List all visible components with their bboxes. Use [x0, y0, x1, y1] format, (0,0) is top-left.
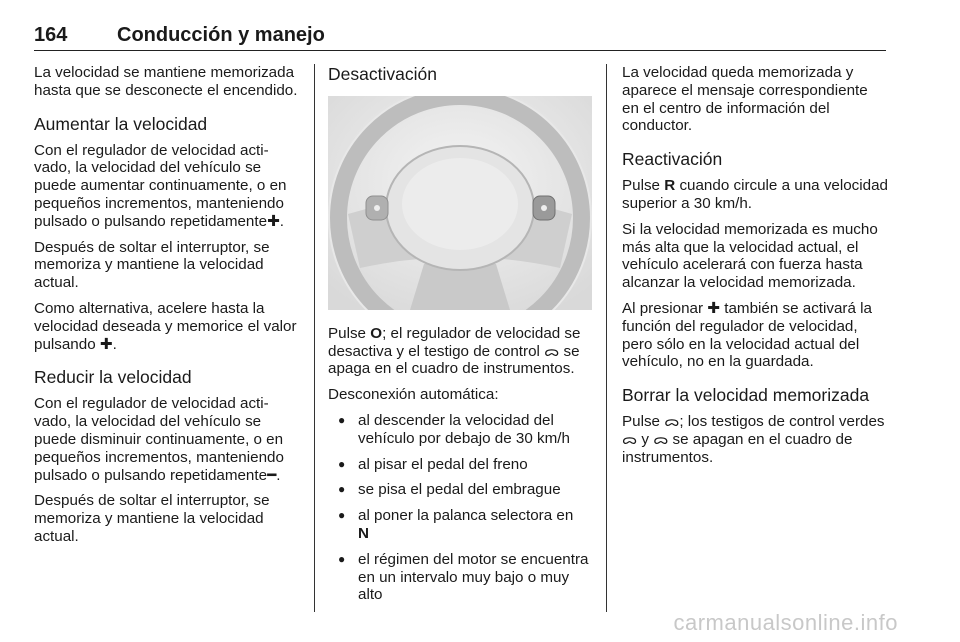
- column-divider: [606, 64, 607, 612]
- column-3: [622, 64, 888, 475]
- watermark: carmanualsonline.info: [673, 610, 898, 635]
- resume-button-icon: R: [664, 177, 676, 195]
- page-number: 164: [34, 24, 68, 46]
- intro-paragraph: La velocidad se mantiene memorizada hasta que se desconecte el encendido.: [34, 64, 298, 99]
- heading-deactivation: Desactivación: [328, 64, 437, 84]
- column-1: [34, 64, 300, 554]
- speed-limiter-icon: ᯅ: [653, 430, 669, 447]
- clear-paragraph: Pulse ᯅ; los testigos de control verdes ᯅ y ᯅ se apagan en el cuadro de instrumentos.: [622, 413, 885, 466]
- list-item: ● el régimen del motor se encuentra en un intervalo muy bajo o muy alto: [328, 551, 594, 604]
- list-item: ● al pisar el pedal del freno: [328, 456, 594, 474]
- decrease-paragraph-2: Después de soltar el interruptor, se memoriza y mantiene la velocidad actual.: [34, 492, 270, 545]
- auto-deactivation-list: [328, 412, 594, 604]
- list-item: ● al poner la palanca selectora en N: [328, 507, 594, 543]
- cruise-control-indicator-icon: ᯅ: [622, 430, 638, 447]
- list-item: ● al descender la velocidad del vehículo por debajo de 30 km/h: [328, 412, 594, 448]
- reactivation-paragraph-2: Si la velocidad memorizada es mucho más alta que la velocidad actual, el vehículo acelerará con fuerza hasta alcanzar la velocidad memorizada.: [622, 220, 878, 292]
- chapter-title: Conducción y manejo: [117, 24, 325, 46]
- reactivation-paragraph-3: Al presionar ✚ también se activará la función del regulador de velocidad, pero sólo en la velocidad actual del vehículo, no en la guardada.: [622, 299, 872, 371]
- speed-limiter-icon: ᯅ: [664, 413, 680, 430]
- heading-clear-memorized-speed: Borrar la velocidad memorizada: [622, 385, 870, 406]
- increase-paragraph-2: Después de soltar el interruptor, se memoriza y mantiene la velocidad actual.: [34, 238, 270, 292]
- column-divider: [314, 64, 315, 612]
- column-2: [328, 64, 594, 612]
- cancel-button-icon: O: [370, 324, 383, 342]
- plus-icon: ✚: [707, 299, 721, 317]
- heading-increase-speed: Aumentar la velocidad: [34, 113, 208, 134]
- page-header: [34, 20, 886, 51]
- reactivation-paragraph-1: Pulse R cuando circule a una velocidad superior a 30 km/h.: [622, 177, 888, 212]
- cruise-control-indicator-icon: ᯅ: [544, 342, 560, 359]
- heading-decrease-speed: Reducir la velocidad: [34, 367, 192, 388]
- increase-paragraph-1: Con el regulador de velocidad activado, la velocidad del vehículo se puede aumentar continuamente, o en pequeños incrementos, manteniendo pulsado o pulsando repetidamente✚.: [34, 141, 287, 230]
- plus-icon: ✚: [99, 335, 113, 353]
- auto-deactivation-label: Desconexión automática:: [328, 386, 499, 404]
- memorized-paragraph: La velocidad queda memorizada y aparece el mensaje correspondiente en el centro de información del conductor.: [622, 64, 868, 135]
- deactivation-paragraph: Pulse O; el regulador de velocidad se desactiva y el testigo de control ᯅ se apaga en el cuadro de instrumentos.: [328, 324, 581, 378]
- list-item: ● se pisa el pedal del embrague: [328, 481, 594, 499]
- decrease-paragraph-1: Con el regulador de velocidad activado, la velocidad del vehículo se puede disminuir continuamente, o en pequeños incrementos, manteniendo pulsado o pulsando repetidamente━.: [34, 395, 284, 484]
- minus-icon: ━: [267, 466, 277, 484]
- plus-icon: ✚: [267, 212, 280, 230]
- heading-reactivation: Reactivación: [622, 149, 723, 170]
- increase-paragraph-3: Como alternativa, acelere hasta la velocidad deseada y memorice el valor pulsando ✚.: [34, 299, 297, 353]
- steering-wheel-illustration: [328, 96, 592, 310]
